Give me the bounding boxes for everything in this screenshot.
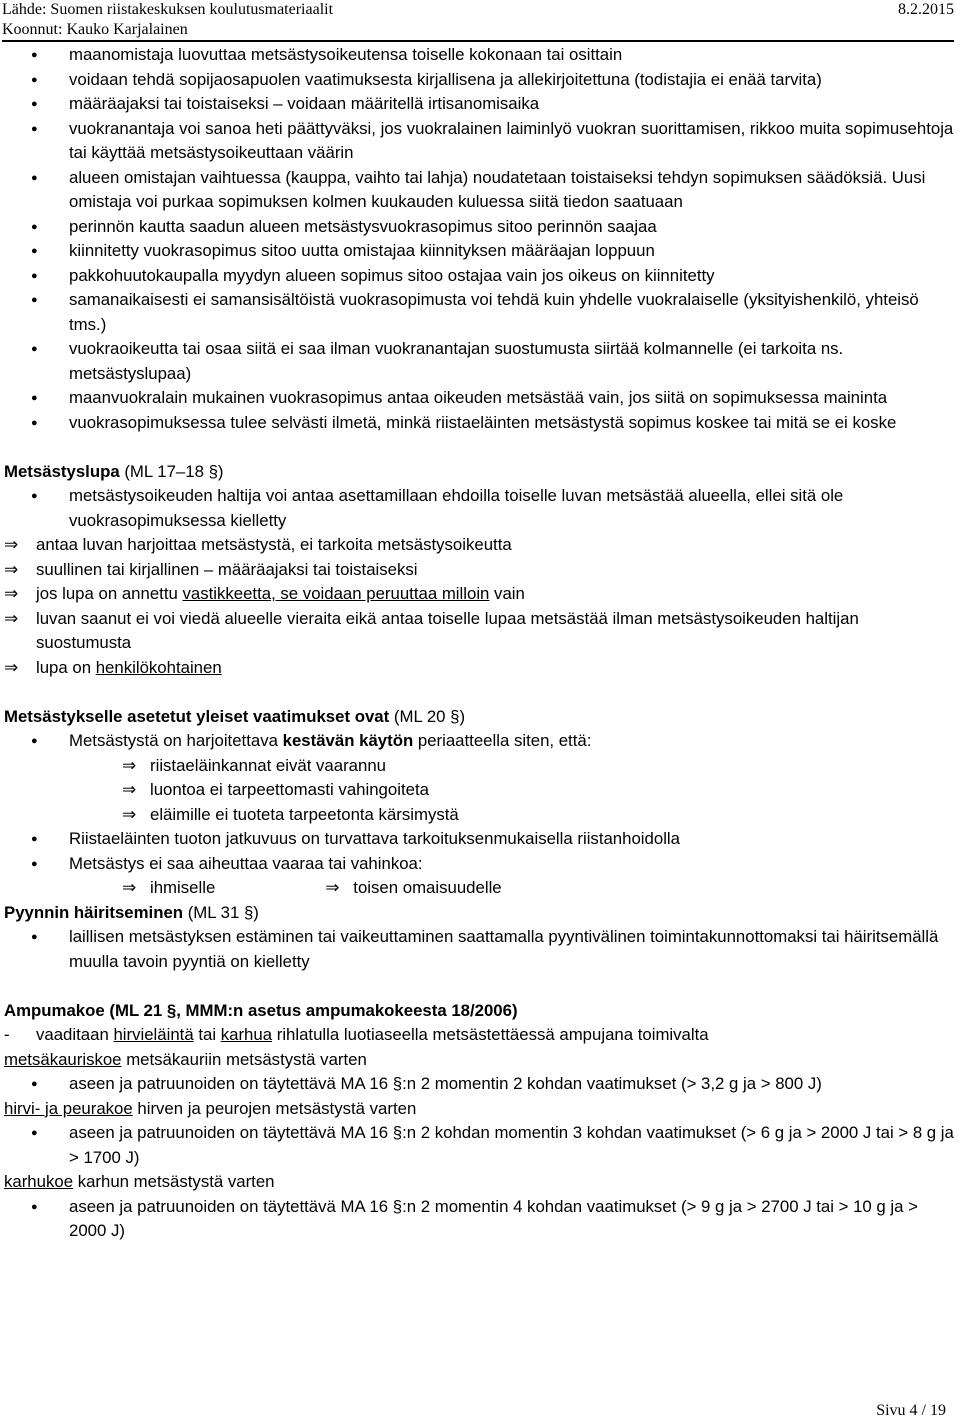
double-arrow-icon: ⇒ [122, 878, 137, 897]
list-item: ● maanvuokralain mukainen vuokrasopimus antaa oikeuden metsästää vain, jos siitä on sopimuksessa maininta [4, 386, 954, 411]
requirements-pair: ⇒ ihmiselle ⇒ toisen omaisuudelle [4, 876, 954, 901]
lease-bullet-list [4, 43, 954, 435]
header-rule [2, 40, 954, 42]
list-item: ● Metsästystä on harjoitettava kestävän käytön periaatteella siten, että: [4, 729, 954, 754]
list-item: ● perinnön kautta saadun alueen metsästysvuokrasopimus sitoo perinnön saajaa [4, 215, 954, 240]
double-arrow-icon: ⇒ [122, 780, 137, 799]
double-arrow-icon: ⇒ [4, 657, 19, 677]
list-item: ● vuokranantaja voi sanoa heti päättyväksi, jos vuokralainen laiminlyö vuokran suorittamisen, rikkoo muita sopimusehtoja tai käyttää metsästysoikeuttaan väärin [4, 117, 954, 166]
list-item: ● kiinnitetty vuokrasopimus sitoo uutta omistajaa kiinnityksen määräajan loppuun [4, 239, 954, 264]
list-item: ⇒ luontoa ei tarpeettomasti vahingoiteta [122, 778, 954, 803]
list-item: ● voidaan tehdä sopijaosapuolen vaatimuksesta kirjallisena ja allekirjoitettuna (todistajia ei enää tarvita) [4, 68, 954, 93]
list-item: ⇒ antaa luvan harjoittaa metsästystä, ei tarkoita metsästysoikeutta [4, 533, 954, 558]
requirements-sub-list [4, 754, 954, 828]
permit-bullet-list [4, 484, 954, 533]
list-item: ⇒ lupa on henkilökohtainen [4, 656, 954, 681]
deer-test-line: metsäkauriskoe metsäkauriin metsästystä varten [4, 1049, 367, 1069]
permit-arrow-list [4, 533, 954, 680]
double-arrow-icon: ⇒ [122, 755, 137, 775]
list-item: ⇒ suullinen tai kirjallinen – määräajaksi tai toistaiseksi [4, 558, 954, 583]
list-item: ● aseen ja patruunoiden on täytettävä MA 16 §:n 2 momentin 4 kohdan vaatimukset (> 9 g ja > 2700 J tai > 10 g ja > 2000 J) [4, 1195, 954, 1244]
requirements-list [4, 729, 954, 754]
list-item: ⇒ riistaeläinkannat eivät vaarannu [122, 754, 954, 779]
permit-heading: Metsästyslupa (ML 17–18 §) [4, 461, 224, 481]
header-compiled-by: Koonnut: Kauko Karjalainen [2, 21, 188, 38]
list-item: ⇒ luvan saanut ei voi viedä alueelle vieraita eikä antaa toiselle lupaa metsästää ilman metsästysoikeuden haltijan suostumusta [4, 608, 859, 652]
double-arrow-icon: ⇒ [4, 584, 19, 603]
page-number: Sivu 4 / 19 [876, 1402, 946, 1419]
double-arrow-icon: ⇒ [4, 559, 19, 579]
double-arrow-icon: ⇒ [325, 878, 340, 897]
list-item: ⇒ jos lupa on annettu vastikkeetta, se voidaan peruuttaa milloin vain [4, 582, 954, 607]
list-item: ● alueen omistajan vaihtuessa (kauppa, vaihto tai lahja) noudatetaan toistaiseksi tehdyn sopimuksen säädöksiä. Uusi omistaja voi purkaa sopimuksen kolmen kuukauden kuluessa siitä tiedon saatuaan [4, 166, 954, 215]
shooting-intro: - vaaditaan hirvieläintä tai karhua rihlatulla luotiaseella metsästettäessä ampujana toimivalta [4, 1025, 709, 1044]
list-item: ● pakkohuutokaupalla myydyn alueen sopimus sitoo ostajaa vain jos oikeus on kiinnitetty [4, 264, 954, 289]
requirements-heading: Metsästykselle asetetut yleiset vaatimukset ovat (ML 20 §) [4, 706, 466, 726]
shooting-heading: Ampumakoe (ML 21 §, MMM:n asetus ampumakokeesta 18/2006) [4, 1000, 518, 1020]
list-item: ⇒ eläimille ei tuoteta tarpeetonta kärsimystä [122, 803, 954, 828]
list-item: ● aseen ja patruunoiden on täytettävä MA 16 §:n 2 momentin 2 kohdan vaatimukset (> 3,2 g ja > 800 J) [4, 1072, 954, 1097]
header-source: Lähde: Suomen riistakeskuksen koulutusmateriaalit [2, 1, 334, 18]
double-arrow-icon: ⇒ [122, 804, 137, 824]
list-item: ● Metsästys ei saa aiheuttaa vaaraa tai vahinkoa: [4, 852, 954, 877]
list-item: ● metsästysoikeuden haltija voi antaa asettamillaan ehdoilla toiselle luvan metsästää alueella, ellei sitä ole vuokrasopimuksessa kielletty [4, 484, 954, 533]
disturbance-heading: Pyynnin häiritseminen (ML 31 §) [4, 902, 259, 922]
double-arrow-icon: ⇒ [4, 535, 19, 554]
list-item: ● laillisen metsästyksen estäminen tai vaikeuttaminen saattamalla pyyntivälinen toimintakunnottomaksi tai häiritsemällä muulla tavoin pyyntiä on kielletty [4, 925, 954, 974]
list-item: ● määräajaksi tai toistaiseksi – voidaan määritellä irtisanomisaika [4, 92, 954, 117]
list-item: ● samanaikaisesti ei samansisältöistä vuokrasopimusta voi tehdä kuin yhdelle vuokralaiselle (yksityishenkilö, yhteisö tms.) [4, 288, 954, 337]
list-item: ● vuokrasopimuksessa tulee selvästi ilmetä, minkä riistaeläinten metsästystä sopimus koskee tai mitä se ei koske [4, 411, 954, 436]
double-arrow-icon: ⇒ [4, 608, 19, 628]
disturbance-list [4, 925, 954, 974]
list-item: ● maanomistaja luovuttaa metsästysoikeutensa toiselle kokonaan tai osittain [4, 43, 954, 68]
list-item: ● aseen ja patruunoiden on täytettävä MA 16 §:n 2 kohdan momentin 3 kohdan vaatimukset (> 6 g ja > 2000 J tai > 8 g ja > 1700 J) [4, 1121, 954, 1170]
list-item: ● Riistaeläinten tuoton jatkuvuus on turvattava tarkoituksenmukaisella riistanhoidolla [4, 827, 954, 852]
page-header [2, 0, 954, 44]
document-body [4, 43, 954, 1244]
bear-test-line: karhukoe karhun metsästystä varten [4, 1172, 275, 1191]
moose-test-line: hirvi- ja peurakoe hirven ja peurojen metsästystä varten [4, 1098, 417, 1118]
list-item: ● vuokraoikeutta tai osaa siitä ei saa ilman vuokranantajan suostumusta siirtää kolmannelle (ei tarkoita ns. metsästyslupaa) [4, 337, 954, 386]
header-date: 8.2.2015 [898, 1, 954, 18]
